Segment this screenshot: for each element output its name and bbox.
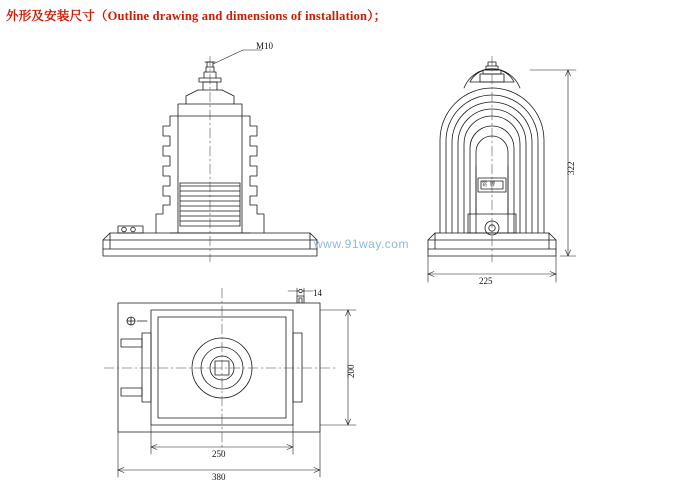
label-14: 14: [313, 288, 322, 298]
label-nameplate: 铭 牌: [482, 182, 496, 188]
label-225: 225: [479, 276, 493, 286]
label-m10: M10: [256, 41, 274, 51]
label-380: 380: [212, 472, 226, 482]
label-200: 200: [346, 364, 356, 378]
label-250: 250: [212, 449, 226, 459]
front-view: [103, 50, 317, 262]
watermark: www.91way.com: [314, 237, 409, 251]
top-view: [104, 288, 336, 452]
side-view: [428, 56, 556, 262]
side-view-dimensions: [428, 70, 576, 282]
label-322: 322: [566, 161, 576, 175]
page-title: 外形及安装尺寸（Outline drawing and dimensions of installation）；: [6, 9, 387, 23]
